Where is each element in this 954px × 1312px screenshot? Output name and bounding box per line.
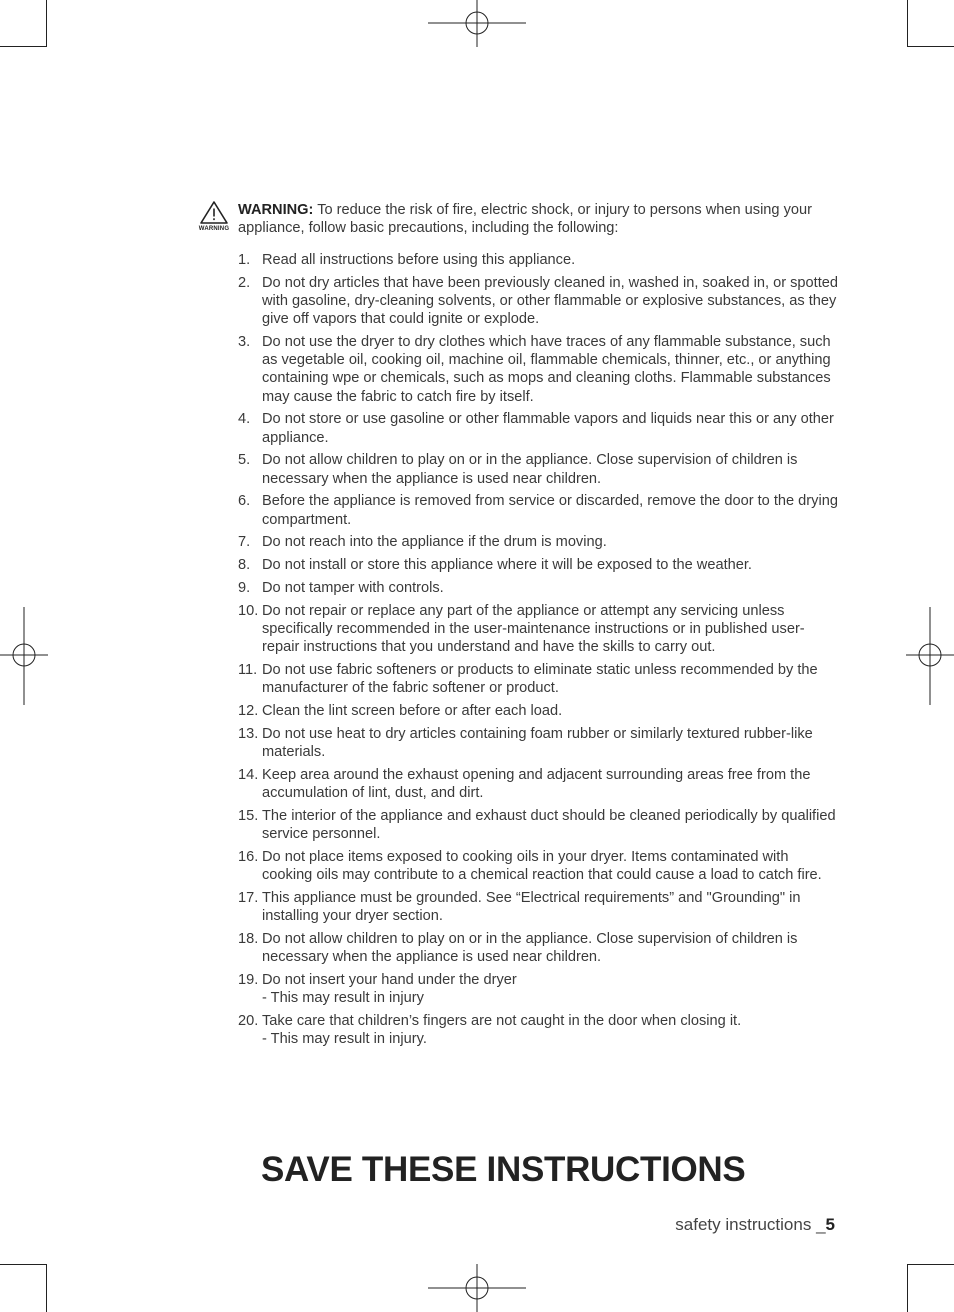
footer-section-label: safety instructions _ [675, 1215, 826, 1234]
crop-mark [907, 46, 954, 47]
item-text: Do not dry articles that have been previously cleaned in, washed in, soaked in, or spotted with gasoline, dry-cleaning solvents, or other flammable or explosive substances, as they give off vapors that could ignite or explode. [262, 274, 838, 328]
warning-label: WARNING: [238, 202, 314, 218]
item-text: Before the appliance is removed from service or discarded, remove the door to the drying compartment. [262, 493, 838, 528]
list-item [238, 533, 838, 551]
warning-icon-caption: WARNING [198, 226, 230, 232]
item-text: Do not use fabric softeners or products to eliminate static unless recommended by the manufacturer of the fabric softener or product. [262, 662, 818, 697]
warning-text: To reduce the risk of fire, electric shock, or injury to persons when using your appliance, follow basic precautions, including the following: [238, 202, 812, 236]
list-item [238, 492, 838, 528]
item-text: The interior of the appliance and exhaust duct should be cleaned periodically by qualified service personnel. [262, 807, 836, 842]
item-text: Do not reach into the appliance if the drum is moving. [262, 534, 607, 551]
item-text: Do not allow children to play on or in the appliance. Close supervision of children is necessary when the appliance is used near children. [262, 452, 798, 487]
crop-mark [907, 1264, 954, 1265]
item-number: 4. [238, 411, 251, 428]
item-text: Do not use the dryer to dry clothes which have traces of any flammable substance, such as vegetable oil, cooking oil, machine oil, flammable chemicals, thinner, etc., or anything containing wpe or chemicals, such as mops and cleaning cloths. Flammable substances may cause the fabric to catch fire by itself. [262, 334, 831, 405]
crop-mark [0, 46, 47, 47]
save-instructions-heading: SAVE THESE INSTRUCTIONS [261, 1150, 746, 1189]
list-item [238, 1012, 838, 1048]
list-item [238, 579, 838, 597]
item-text: Do not repair or replace any part of the appliance or attempt any servicing unless specifically recommended in the user-maintenance instructions or in published user-repair instructions that you understand and have the skills to carry out. [262, 602, 805, 656]
item-text: Do not use heat to dry articles containing foam rubber or similarly textured rubber-like materials. [262, 725, 813, 760]
list-item [238, 971, 838, 1007]
registration-mark-left [0, 607, 48, 705]
item-number: 3. [238, 334, 251, 350]
list-item [238, 848, 838, 884]
item-number: 6. [238, 493, 251, 510]
list-item [238, 889, 838, 925]
list-item [238, 702, 838, 720]
item-text: Do not store or use gasoline or other flammable vapors and liquids near this or any other appliance. [262, 411, 834, 446]
list-item [238, 410, 838, 446]
registration-mark-top [428, 0, 526, 48]
warning-icon [196, 200, 232, 236]
item-text: Read all instructions before using this appliance. [262, 252, 576, 268]
item-text: This appliance must be grounded. See “Electrical requirements” and "Grounding" in installing your dryer section. [262, 889, 801, 924]
list-item [238, 333, 838, 406]
crop-mark [907, 0, 908, 47]
item-number: 20. [238, 1012, 259, 1029]
item-number: 13. [238, 725, 259, 742]
item-number: 14. [238, 766, 259, 783]
list-item [238, 807, 838, 843]
item-number: 18. [238, 930, 259, 947]
list-item [238, 766, 838, 802]
registration-mark-right [906, 607, 954, 705]
item-number: 2. [238, 274, 251, 291]
list-item [238, 661, 838, 697]
item-number: 10. [238, 602, 259, 619]
item-text: Do not tamper with controls. [262, 580, 444, 596]
item-text: Do not allow children to play on or in the appliance. Close supervision of children is necessary when the appliance is used near children. [262, 930, 798, 965]
crop-mark [46, 1264, 47, 1312]
item-number: 9. [238, 580, 251, 596]
registration-mark-bottom [428, 1264, 526, 1312]
item-number: 15. [238, 807, 259, 824]
list-item [238, 251, 838, 269]
item-number: 16. [238, 848, 259, 865]
item-number: 11. [238, 662, 258, 678]
item-text: Do not insert your hand under the dryer [262, 971, 517, 988]
item-number: 12. [238, 703, 259, 719]
list-item [238, 602, 838, 657]
item-text: Clean the lint screen before or after each load. [262, 703, 563, 719]
instruction-list [238, 251, 838, 1053]
warning-intro [238, 201, 838, 237]
item-text: Take care that children’s fingers are not caught in the door when closing it. [262, 1012, 742, 1029]
crop-mark [46, 0, 47, 47]
item-number: 8. [238, 557, 251, 574]
list-item [238, 451, 838, 487]
item-number: 1. [238, 252, 251, 268]
page-number: 5 [825, 1215, 835, 1234]
list-item [238, 930, 838, 966]
crop-mark [907, 1264, 908, 1312]
item-subtext: - This may result in injury [262, 990, 424, 1006]
item-number: 19. [238, 971, 259, 988]
item-number: 17. [238, 889, 259, 906]
list-item [238, 556, 838, 574]
item-text: Keep area around the exhaust opening and adjacent surrounding areas free from the accumulation of lint, dust, and dirt. [262, 766, 811, 801]
item-number: 7. [238, 534, 251, 551]
item-text: Do not install or store this appliance where it will be exposed to the weather. [262, 557, 752, 574]
list-item [238, 725, 838, 761]
page-footer [675, 1215, 835, 1235]
list-item [238, 274, 838, 329]
item-text: Do not place items exposed to cooking oils in your dryer. Items contaminated with cooking oils may contribute to a chemical reaction that could cause a load to catch fire. [262, 848, 822, 883]
item-number: 5. [238, 452, 251, 469]
crop-mark [0, 1264, 47, 1265]
item-subtext: - This may result in injury. [262, 1031, 427, 1047]
